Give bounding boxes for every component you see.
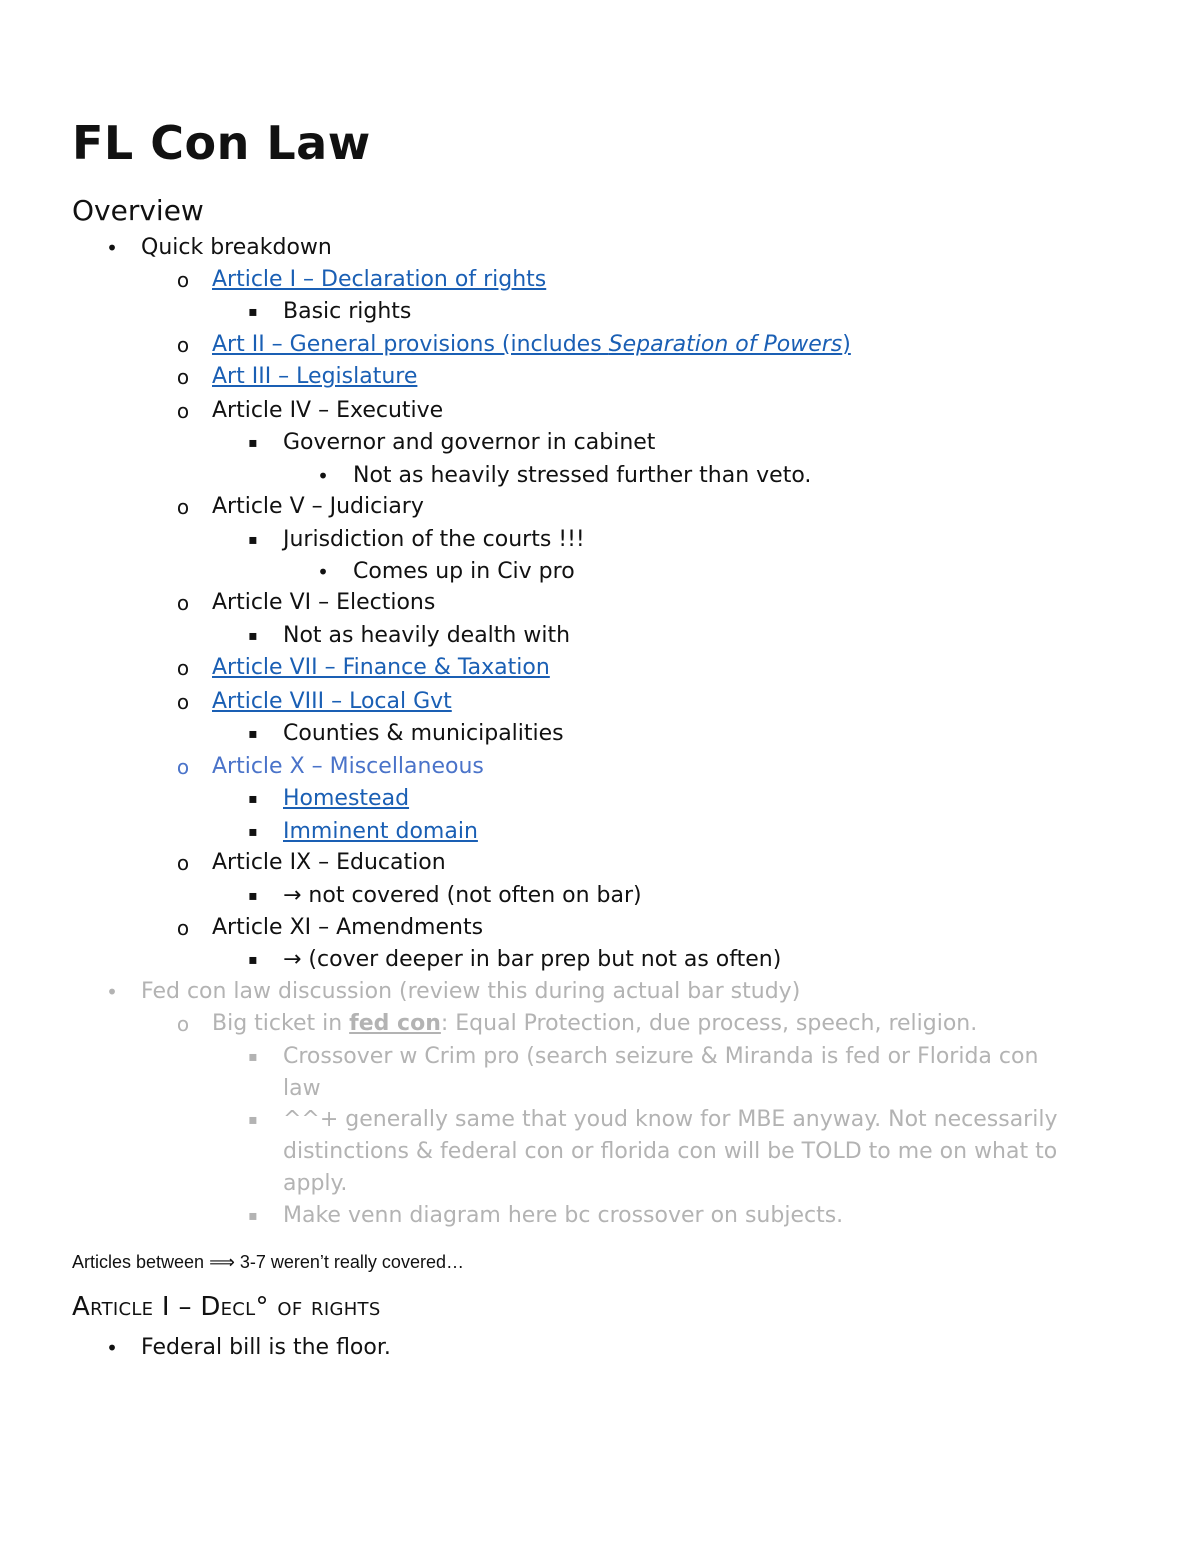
list-item-governor: Governor and governor in cabinet bbox=[283, 430, 656, 455]
list-item-venn: Make venn diagram here bc crossover on subjects. bbox=[283, 1203, 844, 1228]
list-item-not-covered: → not covered (not often on bar) bbox=[283, 883, 642, 908]
big-ticket-emphasis: fed con bbox=[349, 1011, 441, 1036]
bullet-square: ▪ bbox=[248, 304, 258, 320]
link-homestead[interactable]: Homestead bbox=[283, 786, 410, 811]
bullet-circle: o bbox=[176, 495, 190, 519]
list-item-elections-note: Not as heavily dealth with bbox=[283, 623, 571, 648]
link-article-1[interactable]: Article I – Declaration of rights bbox=[212, 267, 547, 292]
bullet-circle: o bbox=[176, 399, 190, 423]
bullet-circle: o bbox=[176, 916, 190, 940]
list-item-counties: Counties & municipalities bbox=[283, 721, 564, 746]
list-item-mbe-cont: distinctions & federal con or florida con will be TOLD to me on what to bbox=[283, 1139, 1058, 1164]
list-item-mbe: ^^+ generally same that youd know for MBE anyway. Not necessarily bbox=[283, 1107, 1058, 1132]
list-item-article-4: Article IV – Executive bbox=[212, 398, 444, 423]
bullet-square: ▪ bbox=[248, 1049, 258, 1065]
document-title: FL Con Law bbox=[72, 116, 371, 170]
bullet-square: ▪ bbox=[248, 532, 258, 548]
list-item-federal-bill: Federal bill is the floor. bbox=[141, 1335, 391, 1360]
bullet-square: ▪ bbox=[248, 435, 258, 451]
link-article-3[interactable]: Art III – Legislature bbox=[212, 364, 418, 389]
article-1-heading: Article I – Decl° of rights bbox=[72, 1292, 381, 1322]
list-item-crossover: Crossover w Crim pro (search seizure & Miranda is fed or Florida con bbox=[283, 1044, 1039, 1069]
bullet-dot: • bbox=[317, 464, 329, 488]
bullet-square: ▪ bbox=[248, 628, 258, 644]
bullet-square: ▪ bbox=[248, 1112, 258, 1128]
link-article-2-close: ) bbox=[842, 332, 851, 357]
list-item-jurisdiction: Jurisdiction of the courts !!! bbox=[283, 527, 585, 552]
list-item-article-9: Article IX – Education bbox=[212, 850, 446, 875]
bullet-square: ▪ bbox=[248, 888, 258, 904]
bullet-circle: o bbox=[176, 1012, 190, 1036]
list-item-article-11: Article XI – Amendments bbox=[212, 915, 484, 940]
big-ticket-rest: : Equal Protection, due process, speech, religion. bbox=[440, 1011, 978, 1036]
list-item-basic-rights: Basic rights bbox=[283, 299, 412, 324]
note-articles-between: Articles between ⟹ 3-7 weren’t really covered… bbox=[72, 1252, 464, 1272]
list-item-article-5: Article V – Judiciary bbox=[212, 494, 424, 519]
bullet-dot: • bbox=[317, 560, 329, 584]
bullet-dot: • bbox=[106, 236, 118, 260]
link-article-7[interactable]: Article VII – Finance & Taxation bbox=[212, 655, 550, 680]
list-item-civ-pro: Comes up in Civ pro bbox=[353, 559, 575, 584]
bullet-circle: o bbox=[176, 333, 190, 357]
list-item-cover-deeper: → (cover deeper in bar prep but not as often) bbox=[283, 947, 782, 972]
link-article-8[interactable]: Article VIII – Local Gvt bbox=[212, 689, 452, 714]
link-article-2-text: Art II – General provisions (includes bbox=[212, 332, 609, 357]
list-item-article-6: Article VI – Elections bbox=[212, 590, 436, 615]
bullet-square: ▪ bbox=[248, 1208, 258, 1224]
link-article-2[interactable] bbox=[212, 329, 851, 361]
overview-heading: Overview bbox=[72, 194, 204, 227]
bullet-circle: o bbox=[176, 851, 190, 875]
list-item-veto: Not as heavily stressed further than veto. bbox=[353, 463, 812, 488]
list-item-crossover-cont: law bbox=[283, 1076, 321, 1101]
bullet-dot: • bbox=[106, 1336, 118, 1360]
list-item-mbe-cont2: apply. bbox=[283, 1171, 348, 1196]
list-item-quick-breakdown: Quick breakdown bbox=[141, 235, 332, 260]
bullet-square: ▪ bbox=[248, 824, 258, 840]
list-item-big-ticket bbox=[212, 1008, 977, 1040]
bullet-circle: o bbox=[176, 365, 190, 389]
bullet-circle: o bbox=[176, 755, 190, 779]
bullet-square: ▪ bbox=[248, 726, 258, 742]
bullet-circle: o bbox=[176, 690, 190, 714]
link-article-2-emphasis: Separation of Powers bbox=[608, 332, 843, 357]
big-ticket-text: Big ticket in bbox=[212, 1011, 350, 1036]
list-item-article-10: Article X – Miscellaneous bbox=[212, 754, 484, 779]
bullet-circle: o bbox=[176, 656, 190, 680]
link-imminent-domain[interactable]: Imminent domain bbox=[283, 819, 478, 844]
bullet-dot: • bbox=[106, 980, 118, 1004]
bullet-circle: o bbox=[176, 591, 190, 615]
bullet-square: ▪ bbox=[248, 791, 258, 807]
bullet-circle: o bbox=[176, 268, 190, 292]
list-item-fed-con-law: Fed con law discussion (review this during actual bar study) bbox=[141, 979, 801, 1004]
bullet-square: ▪ bbox=[248, 952, 258, 968]
